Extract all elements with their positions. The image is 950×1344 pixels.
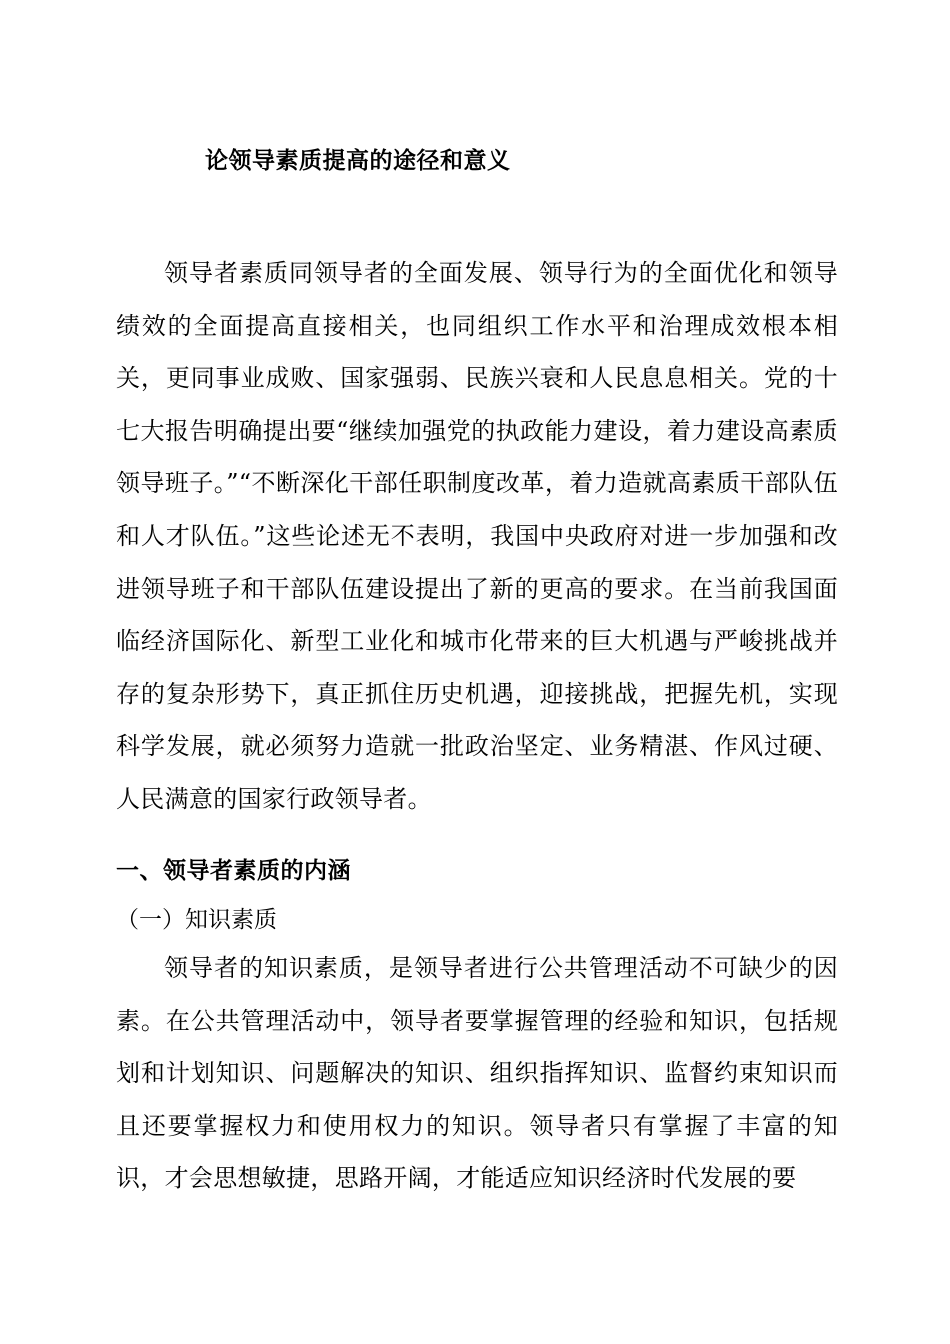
intro-paragraph: 领导者素质同领导者的全面发展、领导行为的全面优化和领导绩效的全面提高直接相关，也同组织工作水平和治理成效根本相关，更同事业成败、国家强弱、民族兴衰和人民息息相关。党的十七大报告明确提出要“继续加强党的执政能力建设，着力建设高素质领导班子。”“不断深化干部任职制度改革，着力造就高素质干部队伍和人才队伍。”这些论述无不表明，我国中央政府对进一步加强和改进领导班子和干部队伍建设提出了新的更高的要求。在当前我国面临经济国际化、新型工业化和城市化带来的巨大机遇与严峻挑战并存的复杂形势下，真正抓住历史机遇，迎接挑战，把握先机，实现科学发展，就必须努力造就一批政治坚定、业务精湛、作风过硬、人民满意的国家行政领导者。	[116, 259, 838, 813]
document-title: 论领导素质提高的途径和意义	[205, 148, 511, 174]
knowledge-paragraph: 领导者的知识素质，是领导者进行公共管理活动不可缺少的因素。在公共管理活动中，领导者要掌握管理的经验和知识，包括规划和计划知识、问题解决的知识、组织指挥知识、监督约束知识而且还要掌握权力和使用权力的知识。领导者只有掌握了丰富的知识，才会思想敏捷，思路开阔，才能适应知识经济时代发展的要	[116, 954, 838, 1193]
section-heading: 一、领导者素质的内涵	[116, 858, 351, 884]
subsection-heading: （一）知识素质	[116, 907, 277, 933]
